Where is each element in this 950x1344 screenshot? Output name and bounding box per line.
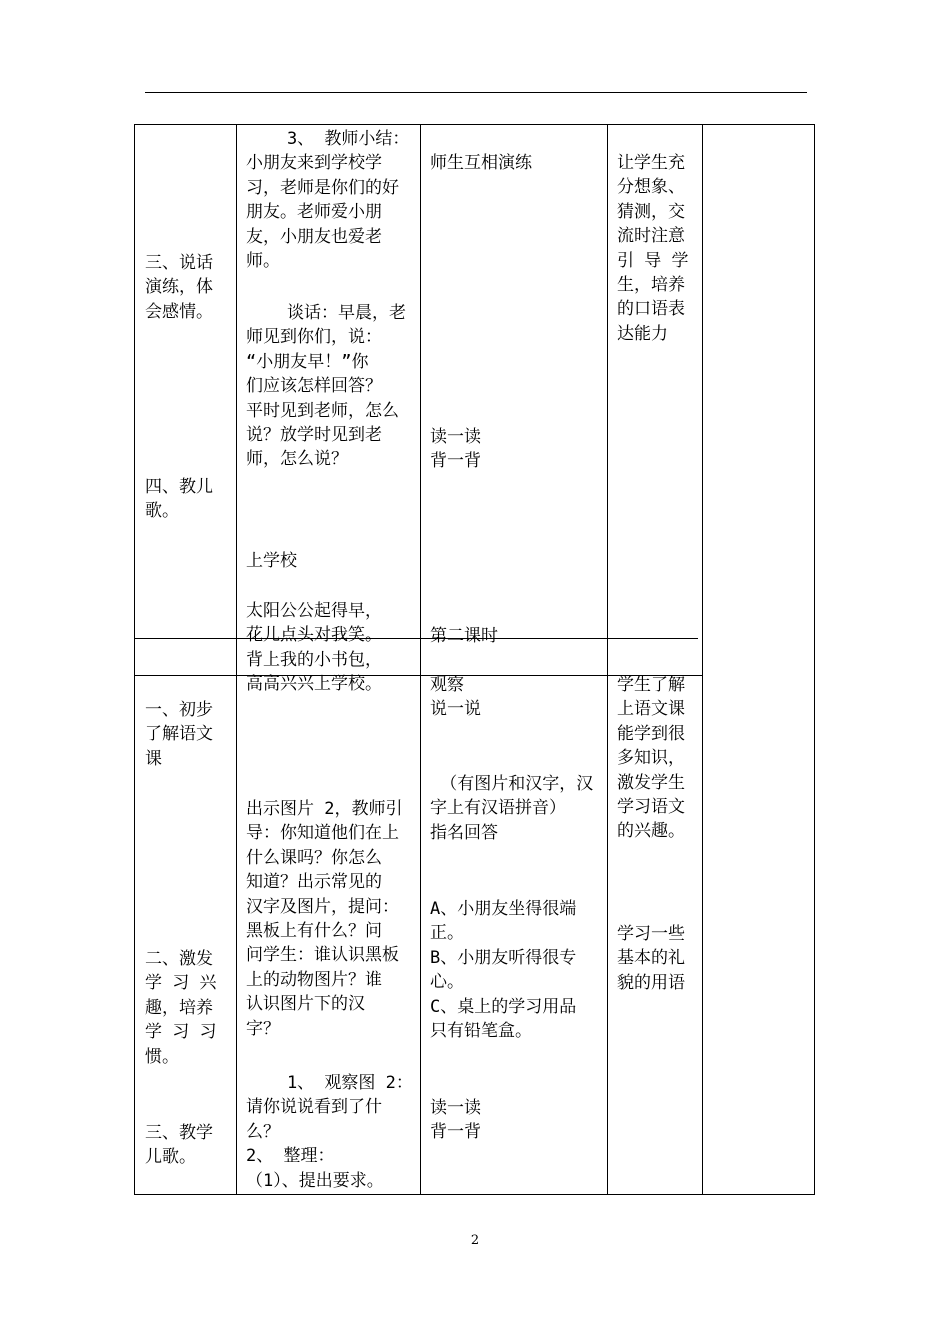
column-divider-2 xyxy=(420,124,421,1195)
design-intent-2: 学生了解 上语文课 能学到很 多知识， 激发学生 学习语文 的兴趣。 xyxy=(617,675,685,842)
mutual-practice: 师生互相演练 xyxy=(430,153,532,173)
teacher-talk: 谈话：早晨，老 师见到你们，说： “小朋友早！”你 们应该怎样回答？ 平时见到老师，怎么 说？放学时见到老 师，怎么说？ xyxy=(246,303,406,470)
step-teach-rhyme-2: 三、教学 儿歌。 xyxy=(145,1123,213,1168)
column-divider-4 xyxy=(702,124,703,1195)
page-number: 2 xyxy=(470,1233,480,1248)
answer-options: A、小朋友坐得很端 正。 B、小朋友听得很专 心。 C、桌上的学习用品 只有铅笔盒。 xyxy=(430,899,577,1042)
design-intent-3: 学习一些 基本的礼 貌的用语 xyxy=(617,924,685,993)
read-recite-1: 读一读 背一背 xyxy=(430,427,481,472)
second-lesson-label: 第二课时 xyxy=(430,626,498,646)
row-divider-upper xyxy=(134,638,698,639)
column-divider-3 xyxy=(607,124,608,1195)
step-speech-practice: 三、说话 演练，体 会感情。 xyxy=(145,253,213,322)
header-rule xyxy=(145,92,807,93)
poem-text: 太阳公公起得早， 花儿点头对我笑。 背上我的小书包， 高高兴兴上学校。 xyxy=(246,601,382,695)
picture-guidance: 出示图片 2，教师引 导：你知道他们在上 什么课吗？你怎么 知道？出示常见的 汉字及图片，提问： 黑板上有什么？问 问学生：谁认识黑板 上的动物图片？谁 认识图片下的汉 字？ xyxy=(246,799,403,1039)
read-recite-2: 读一读 背一背 xyxy=(430,1098,481,1143)
column-divider-1 xyxy=(236,124,237,1195)
observe-picture: 1、 观察图 2： 请你说说看到了什 么？ 2、 整理： （1）、提出要求。 xyxy=(246,1073,413,1191)
step-teach-rhyme: 四、教儿 歌。 xyxy=(145,477,213,522)
step-intro-chinese-class: 一、初步 了解语文 课 xyxy=(145,700,213,769)
observe-speak: 观察 说一说 xyxy=(430,675,481,720)
teacher-summary: 3、 教师小结： 小朋友来到学校学 习，老师是你们的好 朋友。老师爱小朋 友，小朋友也爱老 师。 xyxy=(246,129,410,272)
pinyin-note: （有图片和汉字，汉 字上有汉语拼音） 指名回答 xyxy=(430,774,594,843)
poem-title: 上学校 xyxy=(246,551,297,571)
step-stimulate-interest: 二、激发 学 习 兴 趣，培养 学 习 习 惯。 xyxy=(145,949,217,1067)
design-intent-1: 让学生充 分想象、 猜测，交 流时注意 引 导 学 生，培养 的口语表 达能力 xyxy=(617,153,689,344)
